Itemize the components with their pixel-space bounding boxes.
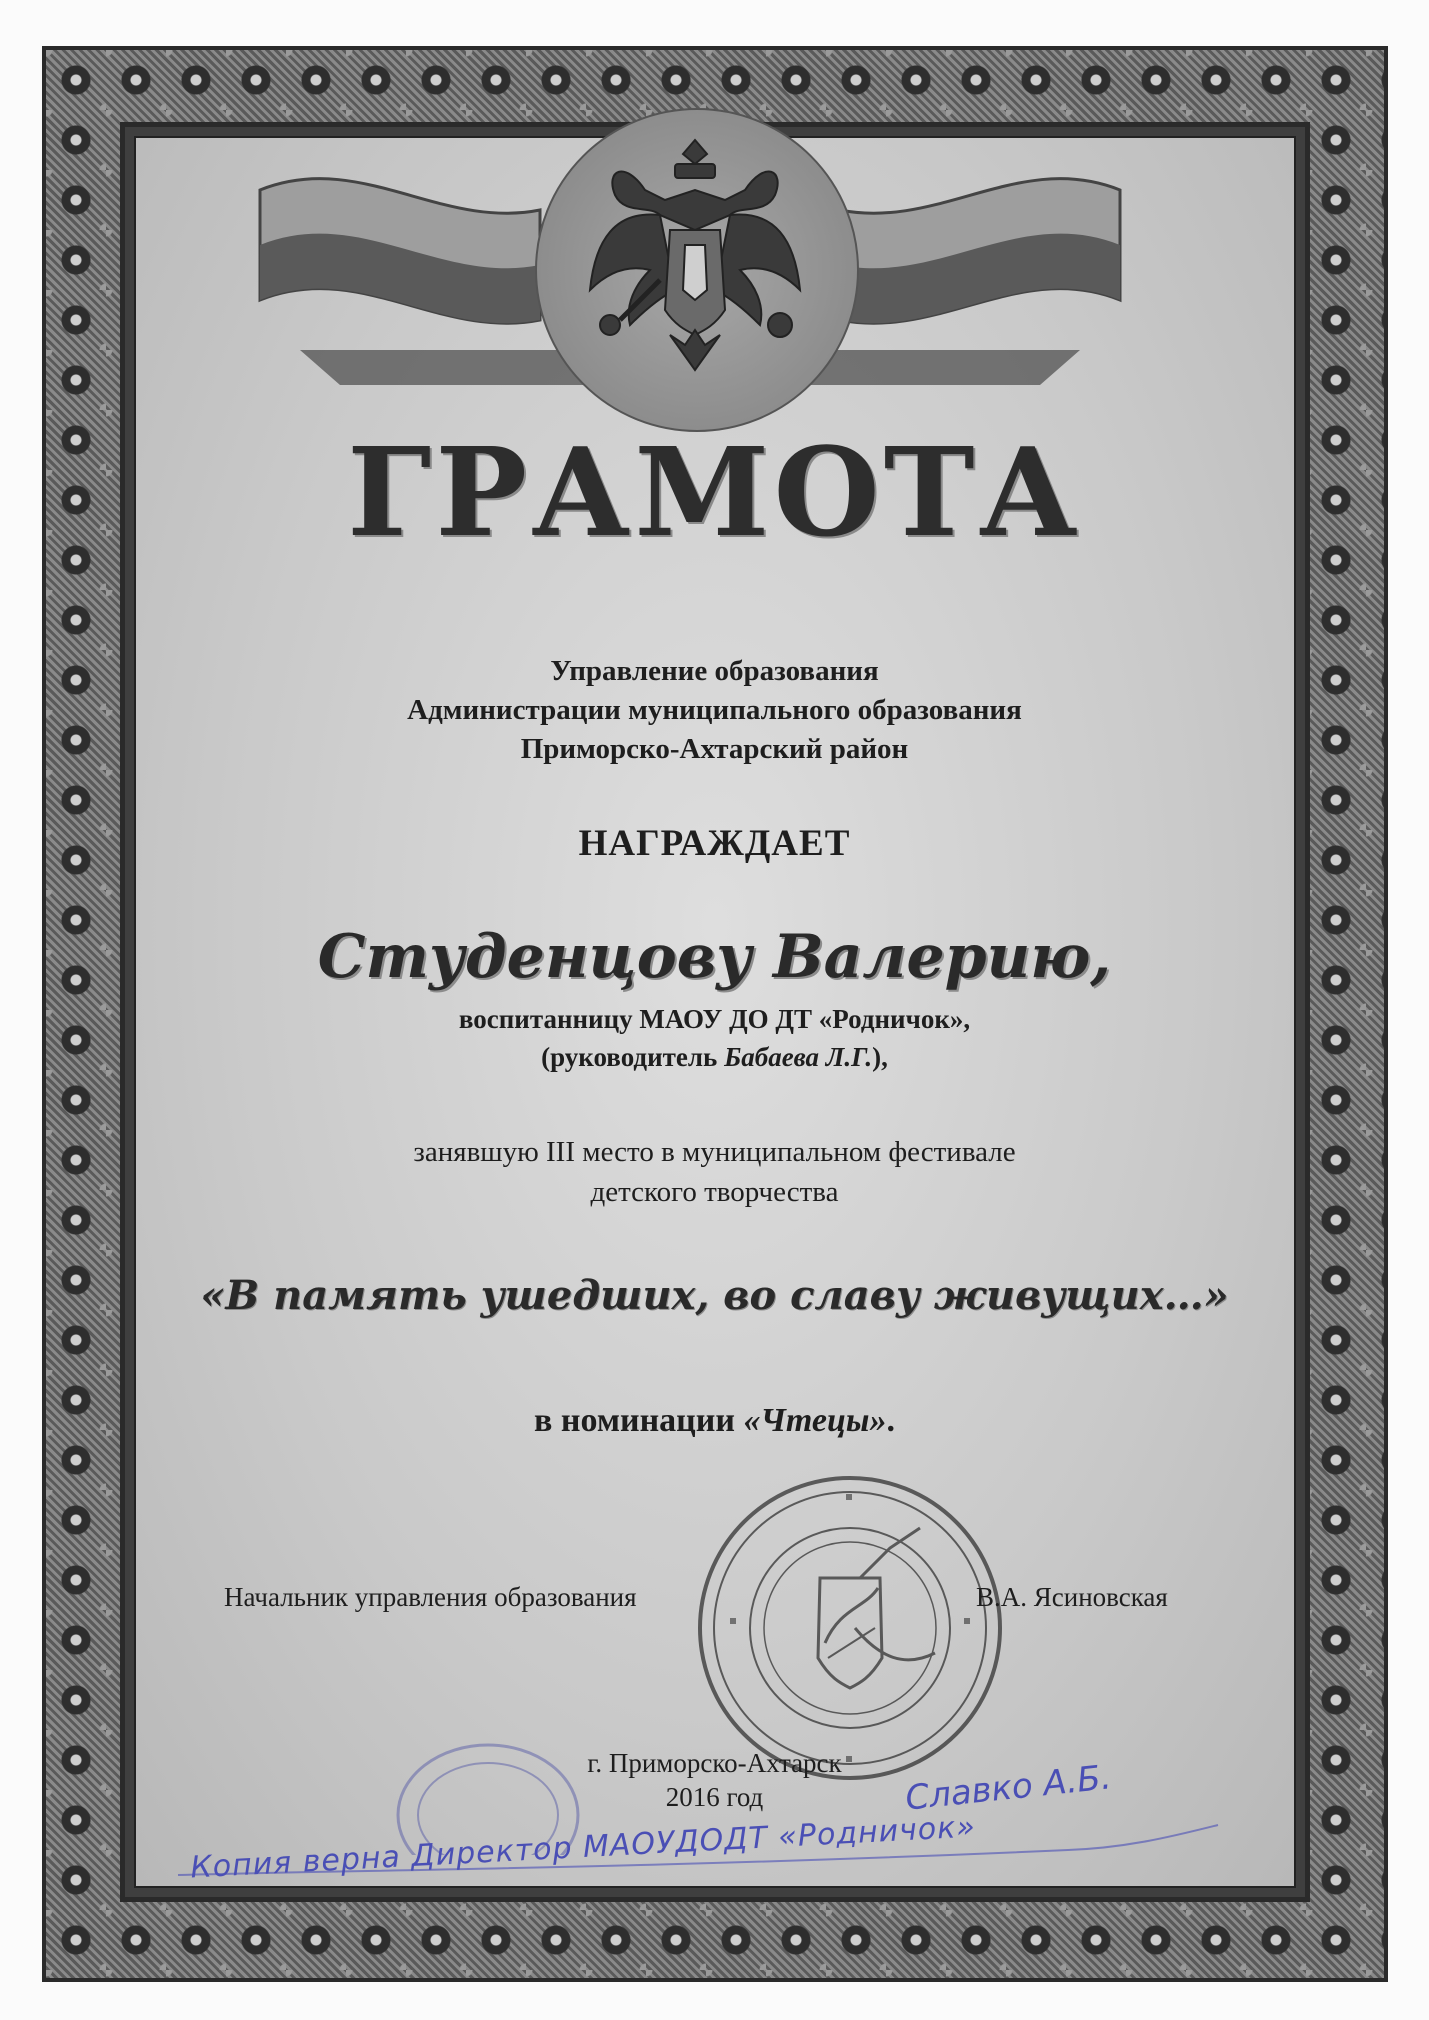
achievement-line-2: детского творчества [590,1176,839,1208]
signatory-title: Начальник управления образования [224,1582,637,1612]
leader-line [0,1038,1429,1076]
nomination-line [0,1402,1429,1440]
achievement-block [0,1132,1429,1212]
leader-prefix: (руководитель [541,1042,725,1072]
pupil-line: воспитанницу МАОУ ДО ДТ «Родничок», [458,1004,971,1034]
nomination-suffix: . [886,1402,895,1439]
leader-name: Бабаева Л.Г. [724,1042,873,1072]
issuer-block [0,652,1429,769]
awards-heading: НАГРАЖДАЕТ [578,823,851,864]
year-line: 2016 год [665,1782,764,1812]
achievement-line-1: занявшую III место в муниципальном фестивале [413,1136,1016,1168]
place-year-block [0,1746,1429,1814]
recipient-name: Студенцову Валерию, [317,922,1112,992]
official-seal-icon [690,1468,1010,1788]
handwritten-signature: Славко А.Б. [903,1757,1114,1819]
double-headed-eagle-icon [575,120,815,390]
nomination-name: «Чтецы» [743,1402,887,1439]
handwritten-copy-note: Копия верна Директор МАОУДОДТ «Родничок» [189,1809,977,1886]
certificate-title: ГРАМОТА [347,420,1082,564]
nomination-prefix: в номинации [534,1402,744,1439]
city-line: г. Приморско-Ахтарск [587,1748,842,1778]
festival-name: «В память ушедших, во славу живущих…» [200,1272,1229,1319]
recipient-details [0,1000,1429,1076]
leader-suffix: ), [872,1042,888,1072]
issuer-line-2: Администрации муниципального образования [407,694,1022,726]
issuer-line-3: Приморско-Ахтарский район [520,733,909,765]
issuer-line-1: Управление образования [550,655,879,687]
signatory-name: В.А. Ясиновская [976,1582,1168,1612]
